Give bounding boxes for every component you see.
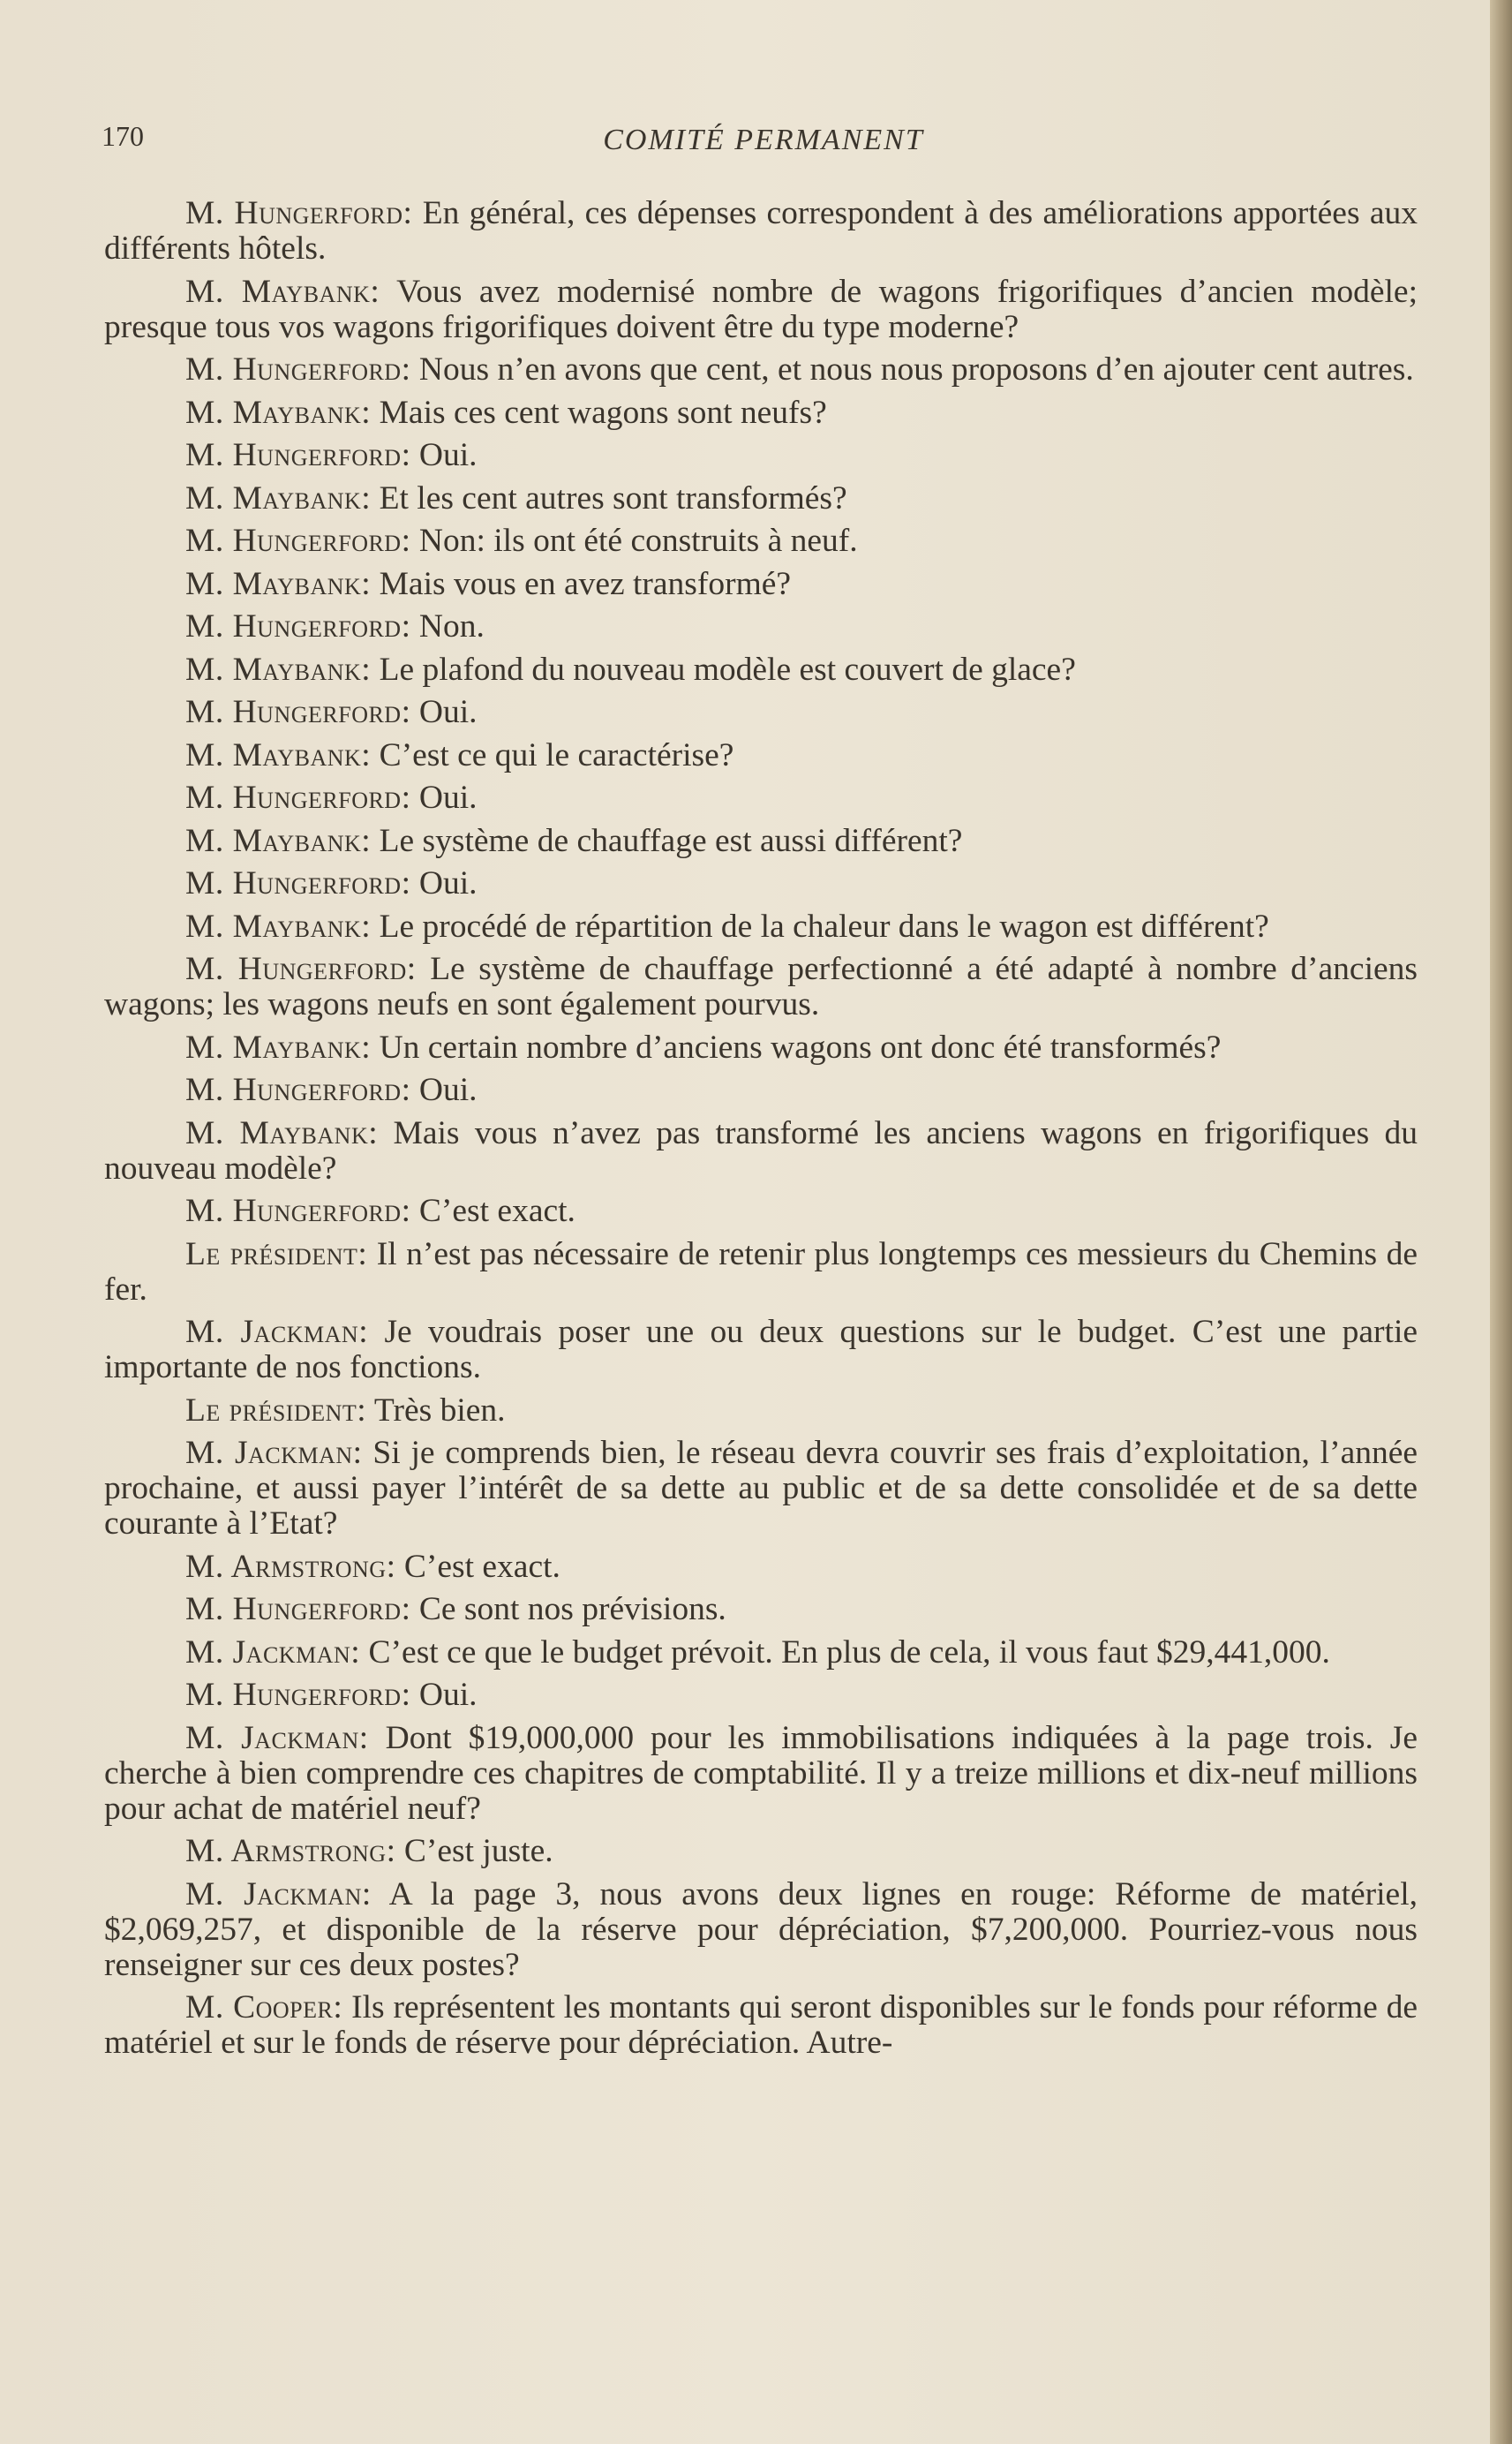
speech-text: Vous avez modernisé nombre de wagons frigorifiques d’ancien modèle; presque tous vos wagons frigorifiques doivent être du type moderne? <box>104 273 1418 345</box>
speaker-name: M. Jackman: <box>185 1435 363 1471</box>
dialogue-paragraph <box>104 1877 1418 1983</box>
dialogue-paragraph <box>104 1194 1418 1229</box>
speech-text: Dont $19,000,000 pour les immobilisations indiquées à la page trois. Je cherche à bien comprendre ces chapitres de comptabilité. Il y a treize millions et dix-neuf millions pour achat de matériel neuf? <box>104 1719 1418 1827</box>
speaker-name: M. Jackman: <box>185 1633 361 1671</box>
speech-text: Le système de chauffage est aussi différent? <box>371 822 963 859</box>
speech-text: Mais vous en avez transformé? <box>371 565 792 602</box>
speech-text: Le plafond du nouveau modèle est couvert de glace? <box>371 651 1076 688</box>
speech-text: C’est exact. <box>395 1548 560 1585</box>
speech-text: Non. <box>410 608 485 645</box>
speaker-name: M. Maybank: <box>185 1029 372 1066</box>
speech-text: C’est juste. <box>395 1833 553 1869</box>
speaker-name: M. Maybank: <box>185 822 372 859</box>
speaker-name: M. Hungerford: <box>185 951 417 987</box>
speech-text: Oui. <box>410 694 478 730</box>
dialogue-paragraph <box>104 609 1418 645</box>
speech-text: Le système de chauffage perfectionné a été adapté à nombre d’anciens wagons; les wagons neufs en sont également pourvus. <box>104 951 1418 1022</box>
dialogue-paragraph <box>104 1635 1418 1671</box>
speaker-name: M. Maybank: <box>185 273 380 310</box>
speech-text: C’est ce qui le caractérise? <box>371 736 734 773</box>
dialogue-paragraph <box>104 396 1418 431</box>
dialogue-paragraph <box>104 1721 1418 1827</box>
dialogue-paragraph <box>104 481 1418 517</box>
speaker-name: M. Hungerford: <box>185 1591 411 1627</box>
speech-text: C’est exact. <box>410 1193 575 1229</box>
dialogue-paragraph <box>104 1237 1418 1308</box>
speaker-name: M. Maybank: <box>185 651 372 688</box>
speech-text: Un certain nombre d’anciens wagons ont donc été transformés? <box>371 1029 1222 1066</box>
dialogue-paragraph <box>104 567 1418 602</box>
speaker-name: M. Maybank: <box>185 1114 379 1151</box>
dialogue-paragraph <box>104 1592 1418 1627</box>
dialogue-paragraph <box>104 781 1418 816</box>
dialogue-paragraph <box>104 1834 1418 1869</box>
dialogue-paragraph <box>104 1116 1418 1187</box>
dialogue-paragraph <box>104 652 1418 688</box>
speech-text: Oui. <box>410 865 478 901</box>
speech-text: Très bien. <box>366 1392 506 1429</box>
dialogue-paragraph <box>104 1436 1418 1542</box>
dialogue-paragraph <box>104 738 1418 773</box>
speech-text: Ils représentent les montants qui seront disponibles sur le fonds pour réforme de matériel et sur le fonds de réserve pour dépréciation. Autre- <box>104 1989 1418 2061</box>
dialogue-paragraph <box>104 952 1418 1022</box>
speaker-name: M. Cooper: <box>185 1989 343 2025</box>
dialogue-paragraph <box>104 352 1418 388</box>
speech-text: Nous n’en avons que cent, et nous nous proposons d’en ajouter cent autres. <box>410 351 1414 388</box>
speaker-name: M. Maybank: <box>185 394 372 431</box>
speaker-name: M. Hungerford: <box>185 1193 411 1229</box>
speech-text: En général, ces dépenses correspondent à des améliorations apportées aux différents hôtels. <box>104 195 1418 267</box>
speech-text: Oui. <box>410 780 478 816</box>
speech-text: Mais ces cent wagons sont neufs? <box>371 394 827 431</box>
speaker-name: M. Hungerford: <box>185 523 411 559</box>
page-header <box>102 120 1425 164</box>
dialogue-paragraph <box>104 1030 1418 1066</box>
speaker-name: M. Hungerford: <box>185 694 411 730</box>
dialogue-paragraph <box>104 524 1418 559</box>
speaker-name: M. Hungerford: <box>185 1677 411 1713</box>
speaker-name: M. Hungerford: <box>185 865 411 901</box>
speaker-name: M. Hungerford: <box>185 1072 411 1108</box>
speech-text: Ce sont nos prévisions. <box>410 1591 726 1627</box>
speaker-name: M. Hungerford: <box>185 195 413 231</box>
speaker-name: M. Hungerford: <box>185 437 411 473</box>
speaker-name: M. Jackman: <box>185 1719 369 1756</box>
dialogue-paragraph <box>104 909 1418 945</box>
speech-text: Le procédé de répartition de la chaleur dans le wagon est différent? <box>371 908 1269 945</box>
speech-text: Mais vous n’avez pas transformé les anciens wagons en frigorifiques du nouveau modèle? <box>104 1114 1418 1187</box>
speaker-name: M. Armstrong: <box>185 1833 396 1869</box>
dialogue-paragraph <box>104 1990 1418 2061</box>
speech-text: Oui. <box>410 437 478 473</box>
speech-text: Et les cent autres sont transformés? <box>371 479 847 517</box>
page-edge <box>1490 0 1512 2444</box>
speaker-name: M. Maybank: <box>185 908 372 945</box>
dialogue-paragraph <box>104 1315 1418 1385</box>
speech-text: Oui. <box>410 1072 478 1108</box>
speech-text: A la page 3, nous avons deux lignes en rouge: Réforme de matériel, $2,069,257, et disponible de la réserve pour dépréciation, $7,200,000. Pourriez-vous nous renseigner sur ces deux postes? <box>104 1875 1418 1983</box>
speaker-name: Le président: <box>185 1392 367 1429</box>
dialogue-paragraph <box>104 1550 1418 1585</box>
dialogue-paragraph <box>104 866 1418 901</box>
speech-text: Je voudrais poser une ou deux questions sur le budget. C’est une partie importante de nos fonctions. <box>104 1314 1418 1385</box>
dialogue-paragraph <box>104 1393 1418 1429</box>
speaker-name: M. Hungerford: <box>185 780 411 816</box>
dialogue-paragraph <box>104 1678 1418 1713</box>
dialogue-paragraph <box>104 824 1418 859</box>
dialogue-paragraph <box>104 695 1418 730</box>
speech-text: Non: ils ont été construits à neuf. <box>410 523 858 559</box>
speaker-name: M. Jackman: <box>185 1314 369 1350</box>
dialogue-paragraph <box>104 438 1418 473</box>
transcript-body <box>104 196 1418 2069</box>
dialogue-paragraph <box>104 275 1418 345</box>
speech-text: Oui. <box>410 1677 478 1713</box>
speaker-name: M. Maybank: <box>185 565 372 602</box>
speaker-name: M. Hungerford: <box>185 351 411 388</box>
speech-text: Si je comprends bien, le réseau devra couvrir ses frais d’exploitation, l’année prochaine, et aussi payer l’intérêt de sa dette au public et de sa dette consolidée et de sa dette courante à l’Etat? <box>104 1435 1418 1542</box>
speaker-name: M. Jackman: <box>185 1875 372 1912</box>
speaker-name: M. Maybank: <box>185 736 372 773</box>
speech-text: C’est ce que le budget prévoit. En plus de cela, il vous faut $29,441,000. <box>360 1633 1330 1671</box>
dialogue-paragraph <box>104 196 1418 267</box>
page-number: 170 <box>102 120 144 152</box>
speech-text: Il n’est pas nécessaire de retenir plus longtemps ces messieurs du Chemins de fer. <box>104 1235 1418 1308</box>
speaker-name: M. Hungerford: <box>185 608 411 645</box>
speaker-name: Le président: <box>185 1235 368 1272</box>
running-title: COMITÉ PERMANENT <box>603 124 924 156</box>
speaker-name: M. Maybank: <box>185 479 372 517</box>
dialogue-paragraph <box>104 1073 1418 1108</box>
speaker-name: M. Armstrong: <box>185 1548 396 1585</box>
